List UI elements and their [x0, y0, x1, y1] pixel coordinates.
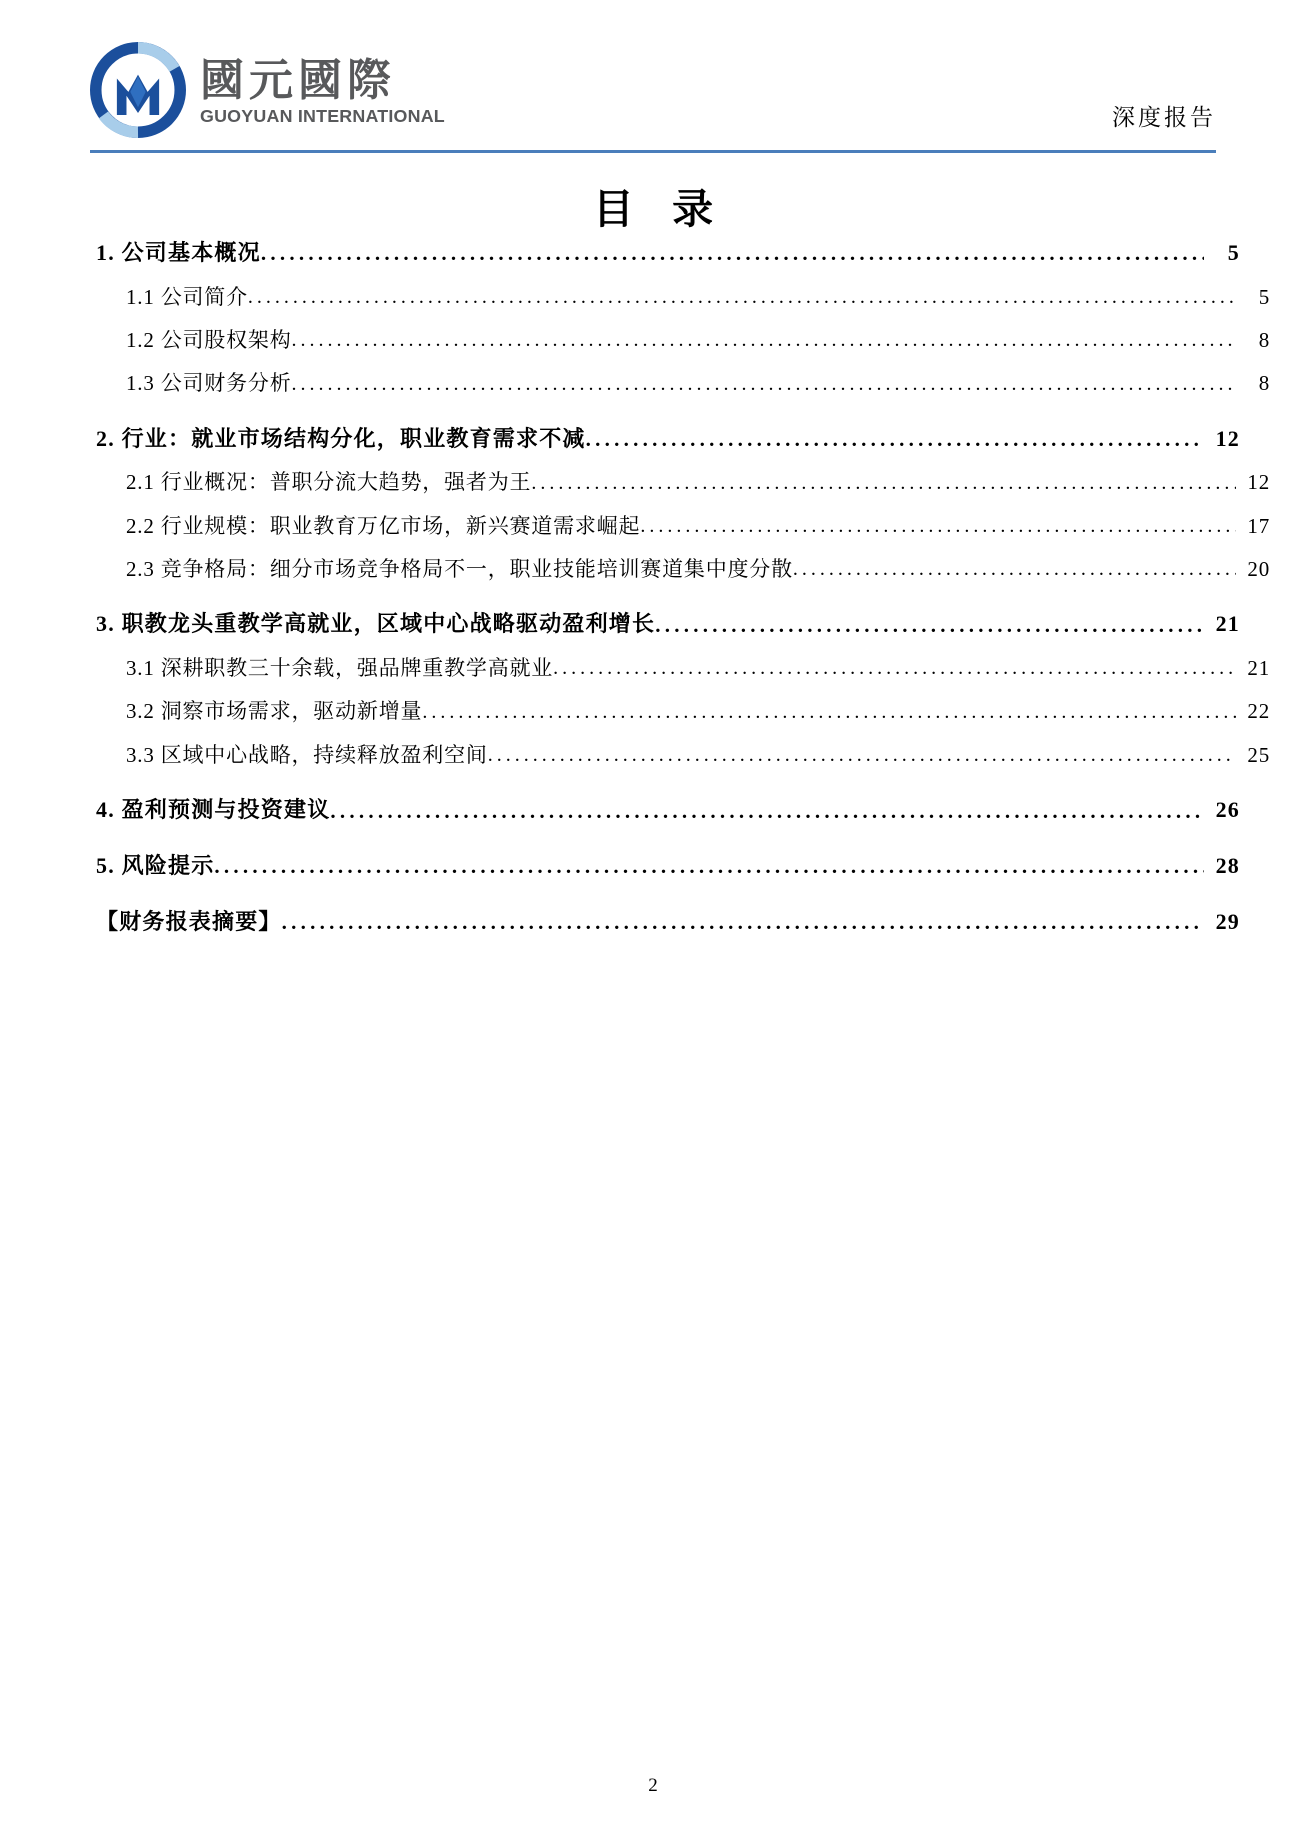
toc-entry-label: 1.3 公司财务分析 [126, 371, 292, 396]
toc-dot-leader [422, 706, 1236, 726]
toc-dot-leader [282, 915, 1204, 936]
toc-entry-page-number: 5 [1258, 284, 1270, 309]
table-of-contents [96, 238, 1270, 936]
toc-entry-level-1[interactable] [96, 851, 1240, 881]
toc-dot-leader [248, 291, 1236, 311]
brand-wordmark [200, 54, 445, 126]
toc-entry-label: 2.3 竞争格局：细分市场竞争格局不一，职业技能培训赛道集中度分散 [126, 557, 793, 582]
toc-entry-label: 3.2 洞察市场需求，驱动新增量 [126, 699, 423, 724]
toc-dot-leader [793, 564, 1236, 584]
toc-entry-label: 3. 职教龙头重教学高就业，区域中心战略驱动盈利增长 [96, 611, 656, 637]
toc-entry-label: 3.3 区域中心战略，持续释放盈利空间 [126, 742, 488, 767]
toc-entry-label: 2.2 行业规模：职业教育万亿市场，新兴赛道需求崛起 [126, 513, 641, 538]
toc-entry-page-number: 21 [1215, 611, 1240, 637]
page-header [90, 30, 1216, 150]
guoyuan-logo-icon [90, 42, 186, 138]
toc-entry-level-2[interactable] [96, 697, 1270, 725]
toc-dot-leader [292, 378, 1237, 398]
brand-logo [90, 42, 445, 138]
toc-entry-level-1[interactable] [96, 238, 1240, 268]
toc-entry-page-number: 22 [1247, 699, 1270, 724]
toc-entry-page-number: 8 [1258, 328, 1270, 353]
toc-dot-leader [488, 749, 1236, 769]
brand-name-english: GUOYUAN INTERNATIONAL [200, 105, 445, 126]
toc-entry-page-number: 5 [1227, 240, 1240, 265]
toc-dot-leader [292, 334, 1237, 354]
toc-entry-page-number: 20 [1247, 557, 1270, 582]
toc-entry-level-2[interactable] [96, 369, 1270, 397]
report-type-label: 深度报告 [1112, 105, 1216, 130]
toc-entry-label: 4. 盈利预测与投资建议 [96, 797, 331, 823]
toc-dot-leader [553, 663, 1236, 683]
toc-entry-page-number: 26 [1215, 797, 1240, 823]
toc-entry-level-1[interactable] [96, 424, 1240, 454]
header-divider [90, 150, 1216, 153]
toc-entry-label: 1.2 公司股权架构 [126, 328, 292, 353]
toc-entry-label: 【财务报表摘要】 [96, 908, 282, 934]
toc-entry-page-number: 8 [1258, 371, 1270, 396]
toc-entry-label: 2.1 行业概况：普职分流大趋势，强者为王 [126, 470, 532, 495]
toc-entry-page-number: 25 [1247, 742, 1270, 767]
toc-dot-leader [214, 860, 1204, 881]
toc-entry-label: 1. 公司基本概况 [96, 240, 261, 265]
toc-entry-page-number: 21 [1247, 656, 1270, 681]
page-title: 目 录 [592, 186, 728, 232]
toc-entry-level-2[interactable] [96, 283, 1270, 311]
toc-entry-label: 3.1 深耕职教三十余载，强品牌重教学高就业 [126, 656, 554, 681]
toc-dot-leader [330, 804, 1204, 825]
toc-entry-level-1[interactable] [96, 907, 1240, 937]
toc-entry-page-number: 12 [1247, 470, 1270, 495]
toc-entry-level-2[interactable] [96, 555, 1270, 583]
toc-entry-level-2[interactable] [96, 326, 1270, 354]
toc-entry-page-number: 28 [1215, 852, 1240, 878]
toc-entry-label: 5. 风险提示 [96, 852, 215, 878]
toc-dot-leader [640, 520, 1236, 540]
toc-entry-label: 1.1 公司简介 [126, 284, 248, 309]
toc-entry-level-2[interactable] [96, 654, 1270, 682]
toc-entry-level-2[interactable] [96, 741, 1270, 769]
toc-entry-label: 2. 行业：就业市场结构分化，职业教育需求不减 [96, 425, 586, 451]
toc-entry-page-number: 17 [1247, 513, 1270, 538]
toc-entry-level-1[interactable] [96, 609, 1240, 639]
brand-name-chinese: 國元國際 [200, 54, 396, 106]
footer-page-number: 2 [648, 1775, 658, 1796]
toc-dot-leader [655, 618, 1204, 639]
toc-entry-page-number: 29 [1215, 908, 1240, 934]
toc-entry-level-1[interactable] [96, 795, 1240, 825]
toc-entry-level-2[interactable] [96, 512, 1270, 540]
toc-dot-leader [261, 247, 1204, 268]
toc-entry-level-2[interactable] [96, 468, 1270, 496]
toc-entry-page-number: 12 [1215, 425, 1240, 451]
toc-dot-leader [531, 477, 1236, 497]
toc-dot-leader [586, 433, 1204, 454]
